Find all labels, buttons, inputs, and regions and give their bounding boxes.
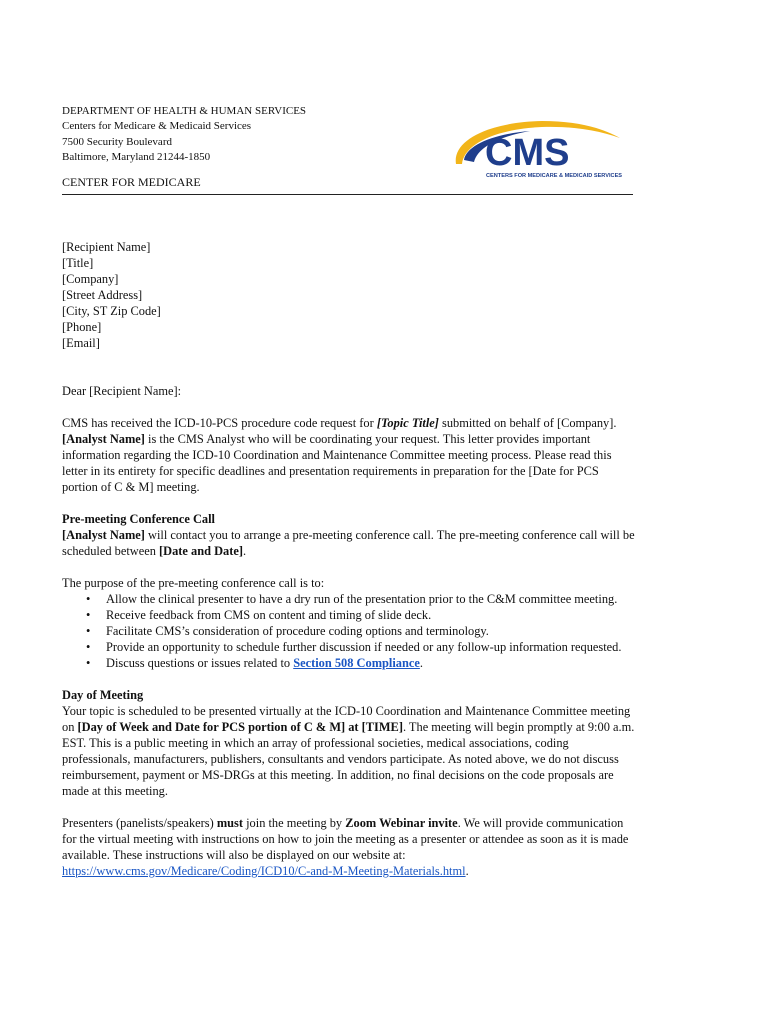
city-line: Baltimore, Maryland 21244-1850	[62, 150, 211, 163]
intro-paragraph: CMS has received the ICD-10-PCS procedure code request for [Topic Title] submitted on behalf of [Company]. [Analyst Name] is the CMS Analyst who will be coordinating your request. This letter provides important information regarding the ICD-10 Coordination and Maintenance Committee meeting process. Please read this letter in its entirety for specific deadlines and presentation requirements in preparation for the [Date for PCS portion of C & M] meeting.	[62, 416, 617, 494]
recipient-street: [Street Address]	[62, 288, 143, 302]
presenters-paragraph: Presenters (panelists/speakers) must join the meeting by Zoom Webinar invite. We will provide communication for the virtual meeting with instructions on how to join the meeting as a presenter or attendee as soon as it is made available. These instructions will also be displayed on our website at: https://www.cms.gov/Medicare/Coding/ICD10/C-and-M-Meeting-Materials.html.	[62, 816, 629, 878]
salutation: Dear [Recipient Name]:	[62, 384, 182, 398]
section-508-link[interactable]: Section 508 Compliance	[293, 656, 420, 670]
day-of-meeting-paragraph: Your topic is scheduled to be presented virtually at the ICD-10 Coordination and Maintenance Committee meeting on [Day of Week and Date for PCS portion of C & M] at [TIME]. The meeting will begin promptly at 9:00 a.m. EST. This is a public meeting in which an array of professional societies, medical associations, coding professionals, manufacturers, publishers, consultants and vendors participate. As noted above, we do not discuss reimbursement, payment or MS-DRGs at this meeting. In addition, no final decisions on the code proposals are made at this meeting.	[62, 704, 635, 798]
agency-line: Centers for Medicare & Medicaid Services	[62, 120, 252, 133]
list-item: • Facilitate CMS’s consideration of procedure coding options and terminology.	[106, 623, 636, 639]
letter-body	[62, 239, 636, 879]
analyst-name: [Analyst Name]	[62, 432, 145, 446]
recipient-block	[62, 239, 636, 351]
department-line: DEPARTMENT OF HEALTH & HUMAN SERVICES	[62, 105, 307, 117]
conference-dates: [Date and Date]	[159, 544, 243, 558]
topic-title: [Topic Title]	[376, 416, 439, 430]
purpose-list	[62, 591, 636, 671]
street-line: 7500 Security Boulevard	[62, 135, 172, 148]
list-item: • Allow the clinical presenter to have a dry run of the presentation prior to the C&M committee meeting.	[106, 591, 636, 607]
center-label: CENTER FOR MEDICARE	[62, 175, 201, 189]
recipient-city: [City, ST Zip Code]	[62, 304, 161, 318]
logo-subtext: CENTERS FOR MEDICARE & MEDICAID SERVICES	[486, 173, 623, 179]
recipient-name: [Recipient Name]	[62, 240, 151, 254]
premeeting-heading: Pre-meeting Conference Call	[62, 512, 215, 526]
list-item: • Provide an opportunity to schedule further discussion if needed or any follow-up information requested.	[106, 639, 636, 655]
recipient-company: [Company]	[62, 272, 119, 286]
recipient-email: [Email]	[62, 336, 100, 350]
recipient-title: [Title]	[62, 256, 94, 270]
meeting-date-time: [Day of Week and Date for PCS portion of C & M] at [TIME]	[77, 720, 403, 734]
list-item: • Receive feedback from CMS on content and timing of slide deck.	[106, 607, 636, 623]
zoom-webinar-text: Zoom Webinar invite	[345, 816, 458, 830]
recipient-phone: [Phone]	[62, 320, 102, 334]
list-item: • Discuss questions or issues related to Section 508 Compliance.	[106, 655, 636, 671]
sender-address	[62, 104, 306, 165]
meeting-materials-link[interactable]: https://www.cms.gov/Medicare/Coding/ICD10/C-and-M-Meeting-Materials.html	[62, 864, 466, 878]
premeeting-paragraph: [Analyst Name] will contact you to arrange a pre-meeting conference call. The pre-meeting conference call will be scheduled between [Date and Date].	[62, 528, 635, 558]
header-divider	[62, 194, 633, 195]
purpose-intro: The purpose of the pre-meeting conference call is to:	[62, 576, 325, 590]
cms-logo	[450, 118, 632, 184]
day-of-meeting-heading: Day of Meeting	[62, 688, 144, 702]
logo-text: CMS	[485, 132, 570, 174]
